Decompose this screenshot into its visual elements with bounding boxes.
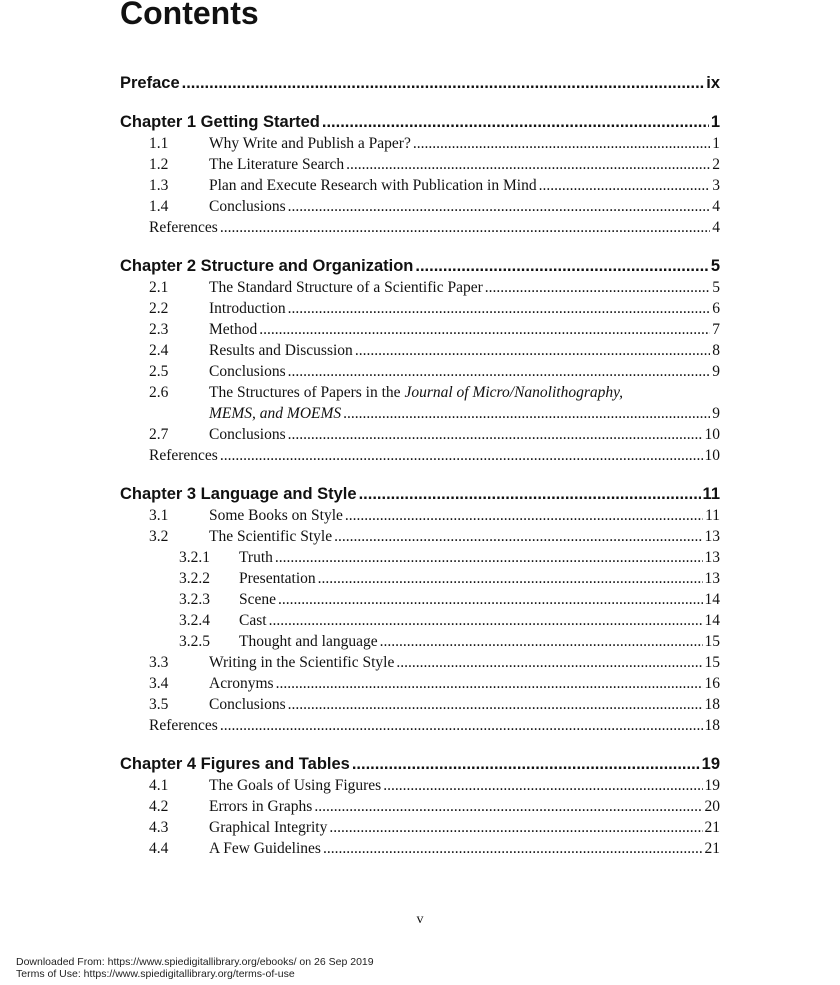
entry-title: Conclusions (209, 696, 286, 713)
dot-leader (269, 610, 703, 631)
toc-entry[interactable] (120, 298, 720, 319)
dot-leader (182, 73, 705, 94)
section-number: 3.2.1 (179, 549, 210, 566)
section-number: 2.5 (149, 363, 169, 380)
toc-entry[interactable] (120, 154, 720, 175)
toc-entry[interactable] (120, 175, 720, 196)
toc-entry-references[interactable] (120, 715, 720, 736)
section-number: 3.2.2 (179, 570, 210, 587)
section-number: 3.1 (149, 507, 169, 524)
dot-leader (352, 754, 700, 775)
toc-entry[interactable] (120, 340, 720, 361)
section-number: 3.4 (149, 675, 169, 692)
entry-title-italic: Journal of Micro/Nanolithography, (404, 384, 624, 401)
page-number: 15 (704, 633, 720, 650)
section-number: 4.4 (149, 840, 169, 857)
page-number: 6 (712, 300, 720, 317)
page-number: 14 (704, 591, 720, 608)
section-number: 2.2 (149, 300, 169, 317)
terms-notice: Terms of Use: https://www.spiedigitallibrary.org/terms-of-use (16, 968, 295, 980)
dot-leader (220, 715, 703, 736)
dot-leader (278, 589, 702, 610)
entry-title: Chapter 1 Getting Started (120, 113, 320, 131)
entry-title: Why Write and Publish a Paper? (209, 135, 411, 152)
page-number: 4 (712, 198, 720, 215)
entry-title-italic: MEMS, and MOEMS (209, 405, 342, 422)
toc-subentry[interactable] (120, 568, 720, 589)
page-number: 10 (704, 447, 720, 464)
entry-title: Graphical Integrity (209, 819, 328, 836)
entry-title: Plan and Execute Research with Publication in Mind (209, 177, 537, 194)
dot-leader (275, 547, 703, 568)
section-number: 2.7 (149, 426, 169, 443)
dot-leader (259, 319, 710, 340)
page-number: 10 (704, 426, 720, 443)
page-number: 2 (712, 156, 720, 173)
entry-title: Errors in Graphs (209, 798, 313, 815)
chapter-heading-2[interactable] (120, 256, 720, 277)
section-number: 2.1 (149, 279, 169, 296)
toc-entry[interactable] (120, 196, 720, 217)
dot-leader (396, 652, 702, 673)
dot-leader (288, 196, 711, 217)
page-number: 1 (712, 135, 720, 152)
toc-entry[interactable] (120, 694, 720, 715)
entry-title (209, 382, 623, 403)
toc-subentry[interactable] (120, 610, 720, 631)
page-number: 13 (704, 549, 720, 566)
chapter-heading-3[interactable] (120, 484, 720, 505)
dot-leader (220, 217, 710, 238)
toc-entry[interactable] (120, 505, 720, 526)
toc-entry[interactable] (120, 382, 720, 403)
page-number: 15 (704, 654, 720, 671)
section-number: 4.3 (149, 819, 169, 836)
chapter-heading-4[interactable] (120, 754, 720, 775)
page-number: 9 (712, 363, 720, 380)
entry-title: Chapter 3 Language and Style (120, 485, 357, 503)
page-number: 13 (704, 570, 720, 587)
page-number: 8 (712, 342, 720, 359)
page-number: 20 (704, 798, 720, 815)
entry-title: Method (209, 321, 258, 338)
dot-leader (288, 298, 711, 319)
page-number: 3 (712, 177, 720, 194)
dot-leader (288, 424, 703, 445)
page-number: 18 (704, 696, 720, 713)
dot-leader (359, 484, 701, 505)
section-number: 2.3 (149, 321, 169, 338)
entry-title: Conclusions (209, 426, 286, 443)
entry-title: References (149, 447, 218, 464)
toc-entry-preface[interactable] (120, 73, 720, 94)
toc-entry-references[interactable] (120, 445, 720, 466)
dot-leader (355, 340, 710, 361)
section-number: 3.2.5 (179, 633, 210, 650)
entry-title: The Literature Search (209, 156, 345, 173)
download-notice: Downloaded From: https://www.spiedigitallibrary.org/ebooks/ on 26 Sep 2019 (16, 956, 374, 968)
entry-title: Scene (239, 591, 277, 608)
dot-leader (334, 526, 702, 547)
toc-entry[interactable] (120, 133, 720, 154)
dot-leader (288, 694, 703, 715)
page-number: 16 (704, 675, 720, 692)
section-number: 1.3 (149, 177, 169, 194)
dot-leader (343, 403, 710, 424)
page-number: ix (706, 74, 720, 92)
section-number: 3.2 (149, 528, 169, 545)
page-number: 5 (712, 279, 720, 296)
dot-leader (539, 175, 711, 196)
toc-subentry[interactable] (120, 589, 720, 610)
section-number: 3.5 (149, 696, 169, 713)
section-number: 4.1 (149, 777, 169, 794)
section-number: 4.2 (149, 798, 169, 815)
entry-title: Preface (120, 74, 180, 92)
entry-title: The Scientific Style (209, 528, 333, 545)
page-number: 11 (705, 507, 720, 524)
entry-title: Thought and language (239, 633, 378, 650)
entry-title: Conclusions (209, 198, 286, 215)
dot-leader (318, 568, 703, 589)
entry-title (209, 403, 341, 424)
entry-title: Truth (239, 549, 273, 566)
page-number: 7 (712, 321, 720, 338)
toc-entry[interactable] (120, 838, 720, 859)
dot-leader (345, 505, 703, 526)
toc-entry[interactable] (120, 319, 720, 340)
entry-title: Cast (239, 612, 267, 629)
page-number: 13 (704, 528, 720, 545)
page-number: 5 (710, 257, 720, 275)
dot-leader (288, 361, 711, 382)
toc-entry[interactable] (120, 817, 720, 838)
dot-leader (415, 256, 708, 277)
page-number: 21 (704, 819, 720, 836)
dot-leader (383, 775, 702, 796)
dot-leader (276, 673, 703, 694)
toc-subentry[interactable] (120, 631, 720, 652)
entry-title: Introduction (209, 300, 286, 317)
dot-leader (380, 631, 703, 652)
toc-entry[interactable] (120, 796, 720, 817)
dot-leader (323, 838, 703, 859)
toc-entry-continuation[interactable] (120, 403, 720, 424)
page-number: 9 (712, 405, 720, 422)
dot-leader (485, 277, 711, 298)
download-footer (16, 956, 374, 980)
dot-leader (413, 133, 710, 154)
dot-leader (329, 817, 702, 838)
entry-title: The Goals of Using Figures (209, 777, 382, 794)
page-number: 19 (701, 755, 720, 773)
entry-title-plain: The Structures of Papers in the (209, 384, 405, 401)
page-title: Contents (120, 0, 259, 31)
page-number: 4 (712, 219, 720, 236)
entry-title: The Standard Structure of a Scientific Paper (209, 279, 483, 296)
page-number: 18 (704, 717, 720, 734)
page-number: 11 (702, 485, 720, 503)
section-number: 1.2 (149, 156, 169, 173)
dot-leader (322, 112, 709, 133)
toc-entry[interactable] (120, 775, 720, 796)
entry-title: Chapter 2 Structure and Organization (120, 257, 414, 275)
entry-title: References (149, 717, 218, 734)
entry-title: Presentation (239, 570, 316, 587)
section-number: 3.3 (149, 654, 169, 671)
page-number: 14 (704, 612, 720, 629)
page-folio: v (416, 912, 424, 927)
toc-entry[interactable] (120, 652, 720, 673)
toc-entry[interactable] (120, 673, 720, 694)
section-number: 1.4 (149, 198, 169, 215)
section-number: 2.6 (149, 384, 169, 401)
entry-title: Some Books on Style (209, 507, 343, 524)
dot-leader (346, 154, 710, 175)
section-number: 1.1 (149, 135, 169, 152)
toc-entry[interactable] (120, 424, 720, 445)
entry-title: Results and Discussion (209, 342, 353, 359)
page-number: 21 (704, 840, 720, 857)
entry-title: Writing in the Scientific Style (209, 654, 395, 671)
chapter-heading-1[interactable] (120, 112, 720, 133)
section-number: 3.2.4 (179, 612, 210, 629)
toc-entry[interactable] (120, 277, 720, 298)
page-number: 19 (704, 777, 720, 794)
toc-entry[interactable] (120, 526, 720, 547)
entry-title: A Few Guidelines (209, 840, 321, 857)
entry-title: Chapter 4 Figures and Tables (120, 755, 350, 773)
toc-subentry[interactable] (120, 547, 720, 568)
toc-entry-references[interactable] (120, 217, 720, 238)
entry-title: References (149, 219, 218, 236)
dot-leader (220, 445, 703, 466)
section-number: 3.2.3 (179, 591, 210, 608)
table-of-contents (120, 73, 720, 859)
entry-title: Conclusions (209, 363, 286, 380)
entry-title: Acronyms (209, 675, 274, 692)
dot-leader (314, 796, 702, 817)
page-number: 1 (710, 113, 720, 131)
section-number: 2.4 (149, 342, 169, 359)
toc-entry[interactable] (120, 361, 720, 382)
